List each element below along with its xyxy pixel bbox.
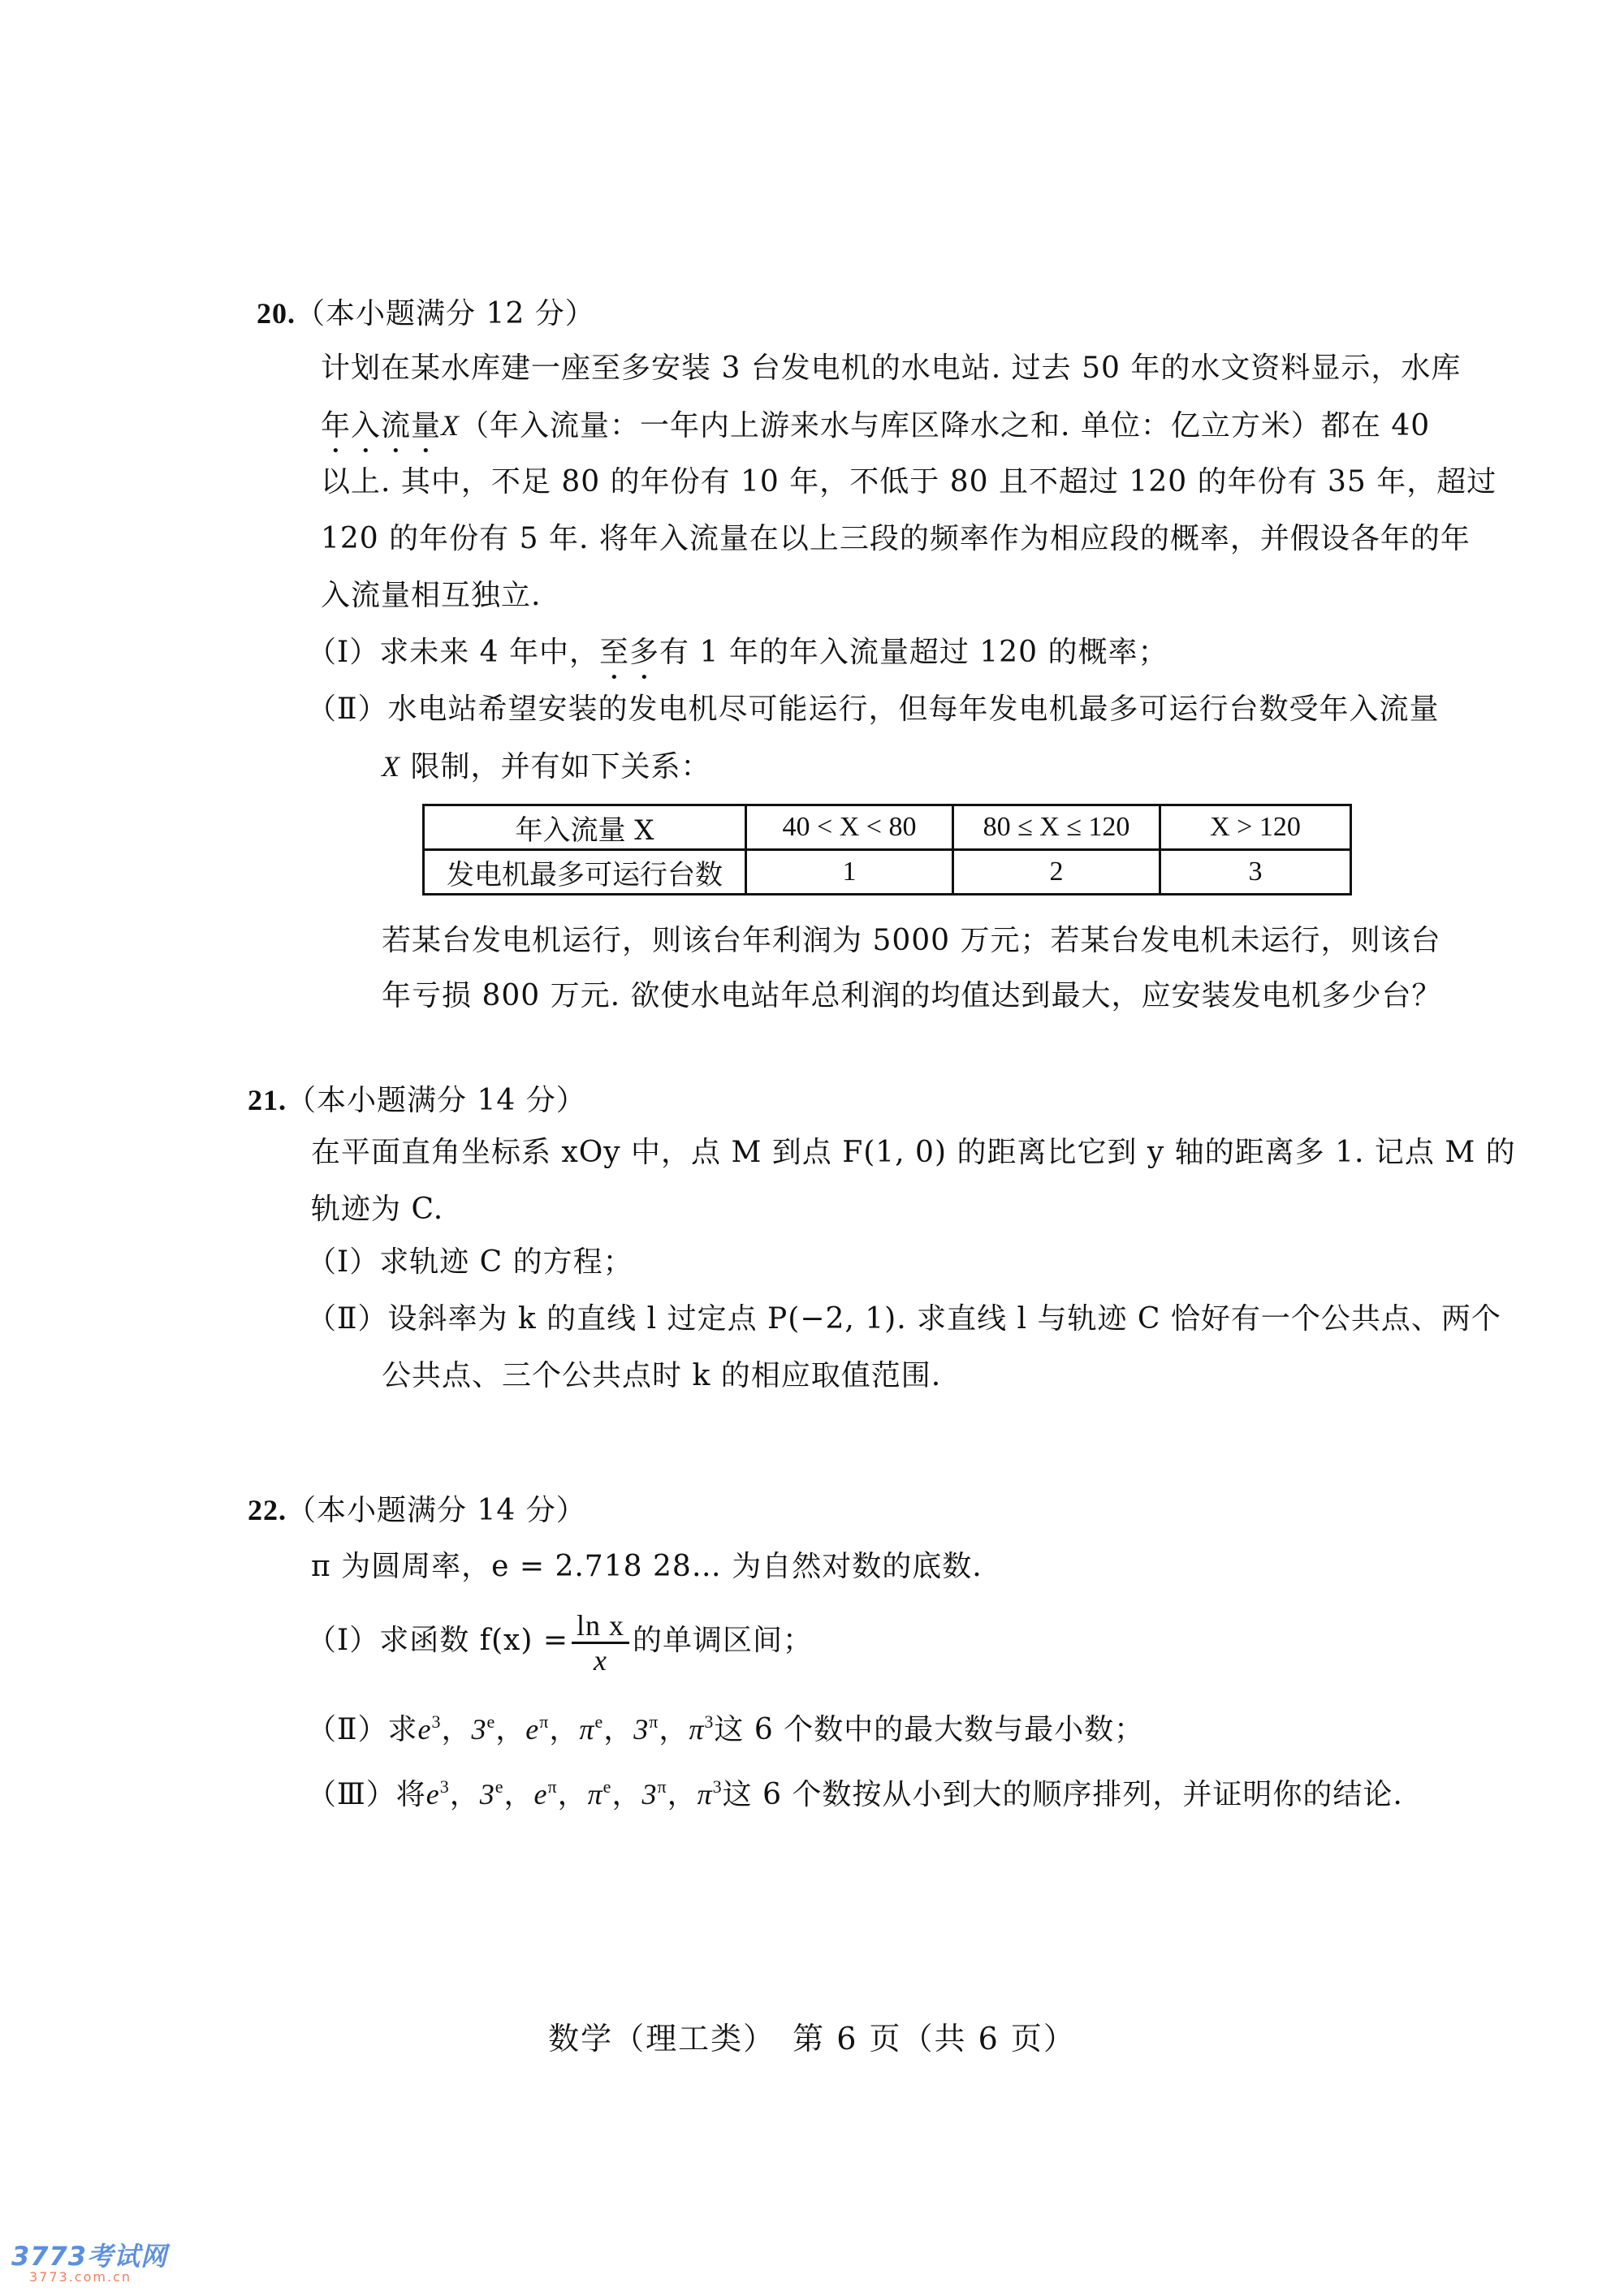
power-base: 3 (641, 1778, 658, 1810)
q22-part-3-post: 这 6 个数按从小到大的顺序排列，并证明你的结论. (722, 1778, 1403, 1811)
power-term (641, 1778, 667, 1811)
q20-score: （本小题满分 12 分） (296, 297, 595, 330)
power-term (534, 1778, 558, 1811)
q21-part-1 (307, 1245, 633, 1280)
q20-part-1 (307, 635, 1168, 686)
q20-part-1-post: 有 1 年的年入流量超过 120 的概率； (659, 636, 1168, 669)
power-exponent: π (539, 1711, 550, 1732)
q20-number: 20. (257, 297, 296, 330)
separator: ， (667, 1778, 698, 1811)
q22-part-3-pre: 将 (395, 1778, 426, 1811)
q20-line-3: 以上. 其中，不足 80 的年份有 10 年，不低于 80 且不超过 120 的年份有 35 年，超过 (321, 465, 1497, 498)
q20-line-2 (321, 408, 1430, 460)
table-cell: 年入流量 X (424, 805, 746, 850)
q21-part-1-label: （Ⅰ） (307, 1245, 380, 1279)
q22-part-1-pre: 求函数 f(x) = (379, 1624, 569, 1657)
q21-header (248, 1082, 586, 1119)
table-cell: 发电机最多可运行台数 (424, 850, 746, 895)
power-exponent: e (594, 1711, 604, 1732)
table-cell: X > 120 (1160, 805, 1351, 850)
q21-part-2-line-1: 设斜率为 k 的直线 l 过定点 P(−2, 1). 求直线 l 与轨迹 C 恰好有一个公共点、两个 (387, 1302, 1501, 1336)
power-base: 3 (471, 1713, 487, 1746)
power-term (472, 1713, 496, 1746)
separator: ， (611, 1778, 642, 1811)
power-list (426, 1778, 723, 1811)
fraction (572, 1609, 629, 1677)
power-term (480, 1778, 504, 1811)
power-base: π (579, 1713, 595, 1746)
q22-part-2-post: 这 6 个数中的最大数与最小数； (714, 1713, 1145, 1746)
table-cell: 40 < X < 80 (746, 805, 953, 850)
separator: ， (503, 1778, 534, 1811)
q22-part-2-pre: 求 (387, 1713, 418, 1746)
q20-part-2-line-2: 限制，并有如下关系： (410, 750, 711, 783)
q20-part-2-line-1: 水电站希望安装的发电机尽可能运行，但每年发电机最多可运行台数受年入流量 (387, 693, 1440, 726)
q20-header (257, 296, 595, 332)
q21-part-1-text: 求轨迹 C 的方程； (379, 1245, 633, 1279)
power-base: 3 (633, 1713, 650, 1746)
q22-part-3 (307, 1776, 1403, 1813)
separator: ， (449, 1778, 480, 1811)
fraction-denominator: x (594, 1643, 608, 1677)
power-exponent: π (657, 1776, 667, 1797)
q20-part-2-var-x: X (382, 750, 400, 783)
q20-part-2-cont (382, 749, 710, 785)
power-term (418, 1713, 442, 1746)
table-cell: 3 (1160, 850, 1351, 895)
power-list (418, 1713, 715, 1746)
separator: ， (603, 1713, 634, 1746)
separator: ， (659, 1713, 689, 1746)
power-term (525, 1713, 549, 1746)
q20-part-1-pre: 求未来 4 年中， (379, 636, 600, 669)
q20-line-2-text: （年入流量：一年内上游来水与库区降水之和. 单位：亿立方米）都在 40 (460, 409, 1431, 442)
separator: ， (495, 1713, 526, 1746)
power-term (588, 1778, 612, 1811)
power-base: e (533, 1778, 548, 1810)
q20-after-table-2: 年亏损 800 万元. 欲使水电站年总利润的均值达到最大，应安装发电机多少台？ (382, 979, 1442, 1012)
power-term (698, 1778, 723, 1811)
q22-number: 22. (248, 1494, 287, 1526)
q22-part-1-post: 的单调区间； (633, 1624, 814, 1657)
q21-number: 21. (248, 1084, 287, 1116)
q22-header (248, 1492, 586, 1529)
power-base: 3 (479, 1778, 495, 1810)
power-exponent: π (547, 1776, 558, 1797)
q20-emph-term: 年入流量 (321, 409, 442, 442)
watermark-logo (11, 2242, 167, 2285)
q20-part-2-label: （Ⅱ） (307, 693, 388, 726)
q22-part-3-label: （Ⅲ） (307, 1778, 396, 1811)
q20-line-5: 入流量相互独立. (321, 579, 542, 612)
power-exponent: 3 (712, 1776, 723, 1797)
table-row (424, 850, 1351, 895)
q21-score: （本小题满分 14 分） (287, 1084, 586, 1117)
power-exponent: e (495, 1776, 504, 1797)
q20-part-1-label: （Ⅰ） (307, 636, 380, 669)
table-row-header (424, 805, 1351, 850)
q21-part-2-label: （Ⅱ） (307, 1302, 388, 1336)
power-exponent: e (486, 1711, 496, 1732)
q20-var-x: X (441, 409, 460, 442)
q20-line-4: 120 的年份有 5 年. 将年入流量在以上三段的频率作为相应段的概率，并假设各年的年 (321, 522, 1471, 555)
power-term (426, 1778, 450, 1811)
power-base: π (697, 1778, 713, 1810)
fraction-numerator: ln x (572, 1609, 629, 1644)
page-footer: 数学（理工类） 第 6 页（共 6 页） (548, 2021, 1076, 2056)
q22-part-1-label: （Ⅰ） (307, 1624, 380, 1657)
power-base: e (417, 1713, 432, 1746)
watermark-url: 3773.com.cn (29, 2269, 132, 2285)
power-exponent: e (603, 1776, 612, 1797)
power-exponent: 3 (431, 1711, 442, 1732)
separator: ， (441, 1713, 472, 1746)
q20-after-table-1: 若某台发电机运行，则该台年利润为 5000 万元；若某台发电机未运行，则该台 (382, 924, 1441, 957)
relation-table (422, 804, 1352, 896)
q22-part-1 (307, 1606, 813, 1677)
q22-intro: π 为圆周率，e = 2.718 28… 为自然对数的底数. (311, 1550, 983, 1583)
power-base: π (587, 1778, 603, 1810)
power-base: π (689, 1713, 705, 1746)
q21-part-2 (307, 1301, 1501, 1337)
table-cell: 80 ≤ X ≤ 120 (953, 805, 1160, 850)
power-base: e (525, 1713, 540, 1746)
power-term (579, 1713, 603, 1746)
power-exponent: π (649, 1711, 659, 1732)
table-cell: 2 (953, 850, 1160, 895)
power-term (633, 1713, 659, 1746)
q20-line-1: 计划在某水库建一座至多安装 3 台发电机的水电站. 过去 50 年的水文资料显示，水库 (321, 352, 1462, 385)
q22-part-2-label: （Ⅱ） (307, 1713, 388, 1746)
power-term (689, 1713, 714, 1746)
q21-part-2-cont: 公共点、三个公共点时 k 的相应取值范围. (382, 1359, 942, 1392)
power-base: e (425, 1778, 440, 1810)
table-cell: 1 (746, 850, 953, 895)
q22-part-2 (307, 1711, 1144, 1748)
q20-part-1-emph: 至多 (599, 636, 660, 669)
separator: ， (549, 1713, 580, 1746)
q21-line-1: 在平面直角坐标系 xOy 中，点 M 到点 F(1, 0) 的距离比它到 y 轴的距离多 1. 记点 M 的 (311, 1136, 1516, 1169)
q20-part-2 (307, 692, 1440, 727)
power-exponent: 3 (439, 1776, 450, 1797)
watermark-title: 3773考试网 (11, 2241, 168, 2272)
q21-line-2: 轨迹为 C. (311, 1193, 444, 1226)
power-exponent: 3 (704, 1711, 715, 1732)
q22-score: （本小题满分 14 分） (287, 1494, 586, 1527)
separator: ， (557, 1778, 588, 1811)
